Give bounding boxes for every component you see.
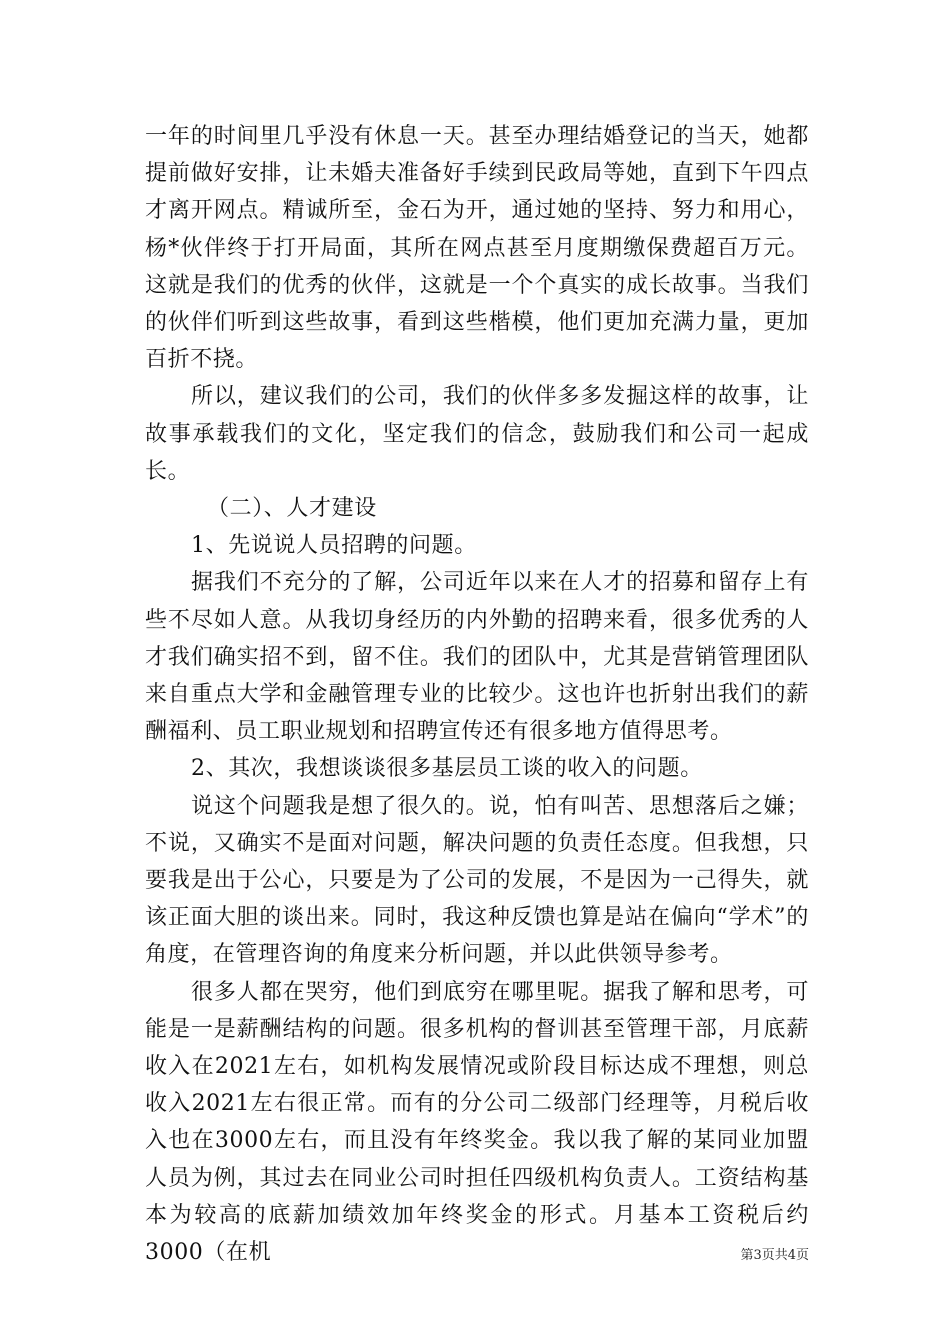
paragraph-recruitment: 据我们不充分的了解，公司近年以来在人才的招募和留存上有些不尽如人意。从我切身经历的内外勤的招聘来看，很多优秀的人才我们确实招不到，留不住。我们的团队中，尤其是营销管理团队来自重点大学和金融管理专业的比较少。这也许也折射出我们的薪酬福利、员工职业规划和招聘宣传还有很多地方值得思考。 xyxy=(145,570,809,745)
page-number-footer: 第3页共4页 xyxy=(740,1248,809,1263)
subheading-income: 2、其次，我想谈谈很多基层员工谈的收入的问题。 xyxy=(191,756,703,782)
paragraph-continued-story: 一年的时间里几乎没有休息一天。甚至办理结婚登记的当天，她都提前做好安排，让未婚夫准备好手续到民政局等她，直到下午四点才离开网点。精诚所至，金石为开，通过她的坚持、努力和用心，杨*伙伴终于打开局面，其所在网点甚至月度期缴保费超百万元。这就是我们的优秀的伙伴，这就是一个个真实的成长故事。当我们的伙伴们听到这些故事，看到这些楷模，他们更加充满力量，更加百折不挠。 xyxy=(145,124,809,373)
paragraph-salary-structure: 很多人都在哭穷，他们到底穷在哪里呢。据我了解和思考，可能是一是薪酬结构的问题。很多机构的督训甚至管理干部，月底薪收入在2021左右，如机构发展情况或阶段目标达成不理想，则总收入2021左右很正常。而有的分公司二级部门经理等，月税后收入也在3000左右，而且没有年终奖金。我以我了解的某同业加盟人员为例，其过去在同业公司时担任四级机构负责人。工资结构基本为较高的底薪加绩效加年终奖金的形式。月基本工资税后约3000（在机 xyxy=(145,979,809,1266)
paragraph-suggestion: 所以，建议我们的公司，我们的伙伴多多发掘这样的故事，让故事承载我们的文化，坚定我们的信念，鼓励我们和公司一起成长。 xyxy=(145,384,809,484)
subheading-recruitment: 1、先说说人员招聘的问题。 xyxy=(191,533,477,559)
document-body xyxy=(145,118,809,1271)
paragraph-income-intro: 说这个问题我是想了很久的。说，怕有叫苦、思想落后之嫌；不说，又确实不是面对问题，解决问题的负责任态度。但我想，只要我是出于公心，只要是为了公司的发展，不是因为一己得失，就该正面大胆的谈出来。同时，我这种反馈也算是站在偏向“学术”的角度，在管理咨询的角度来分析问题，并以此供领导参考。 xyxy=(145,793,809,968)
section-heading-talent: （二）、人才建设 xyxy=(207,496,377,522)
